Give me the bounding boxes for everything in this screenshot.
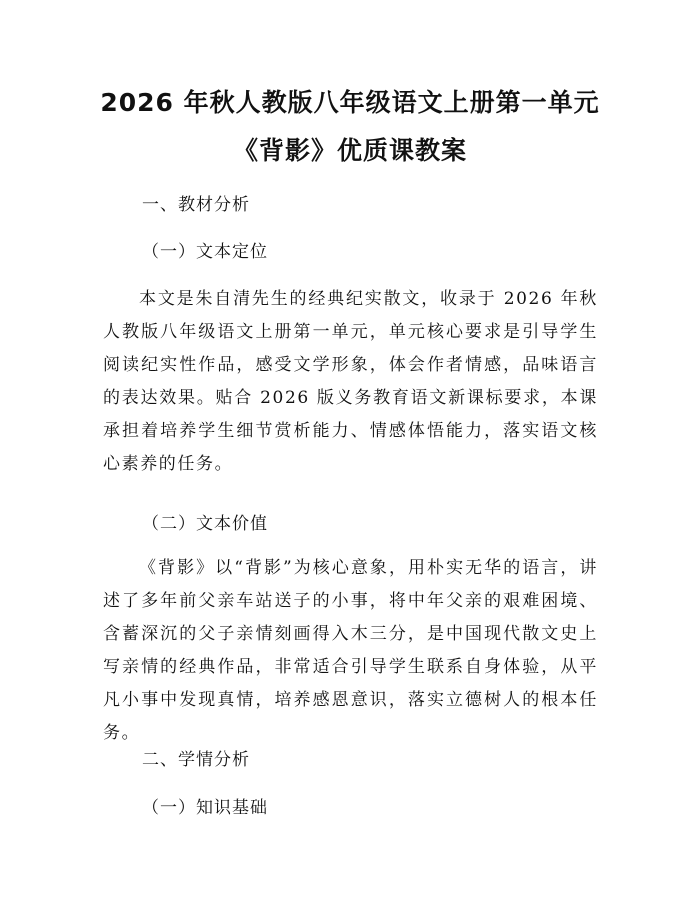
document-title-line1: 2026 年秋人教版八年级语文上册第一单元 <box>100 88 600 117</box>
subsection-heading-text-value: （二）文本价值 <box>142 514 268 534</box>
section-heading-student-analysis: 二、学情分析 <box>142 750 250 770</box>
section-heading-textbook-analysis: 一、教材分析 <box>142 195 250 215</box>
subsection-heading-text-positioning: （一）文本定位 <box>142 242 268 262</box>
paragraph-text-positioning: 本文是朱自清先生的经典纪实散文，收录于 2026 年秋人教版八年级语文上册第一单元，单元核心要求是引导学生阅读纪实性作品，感受文学形象，体会作者情感，品味语言的表达效果。贴合 2026 版义务教育语文新课标要求，本课承担着培养学生细节赏析能力、情感体悟能力，落实语文核心素养的任务。 <box>103 289 598 474</box>
document-title-line2: 《背影》优质课教案 <box>232 136 467 165</box>
paragraph-text-value: 《背影》以“背影”为核心意象，用朴实无华的语言，讲述了多年前父亲车站送子的小事，将中年父亲的艰难困境、含蓄深沉的父子亲情刻画得入木三分，是中国现代散文史上写亲情的经典作品，非常适合引导学生联系自身体验，从平凡小事中发现真情，培养感恩意识，落实立德树人的根本任务。 <box>103 558 598 743</box>
subsection-heading-knowledge-base: （一）知识基础 <box>142 798 268 818</box>
